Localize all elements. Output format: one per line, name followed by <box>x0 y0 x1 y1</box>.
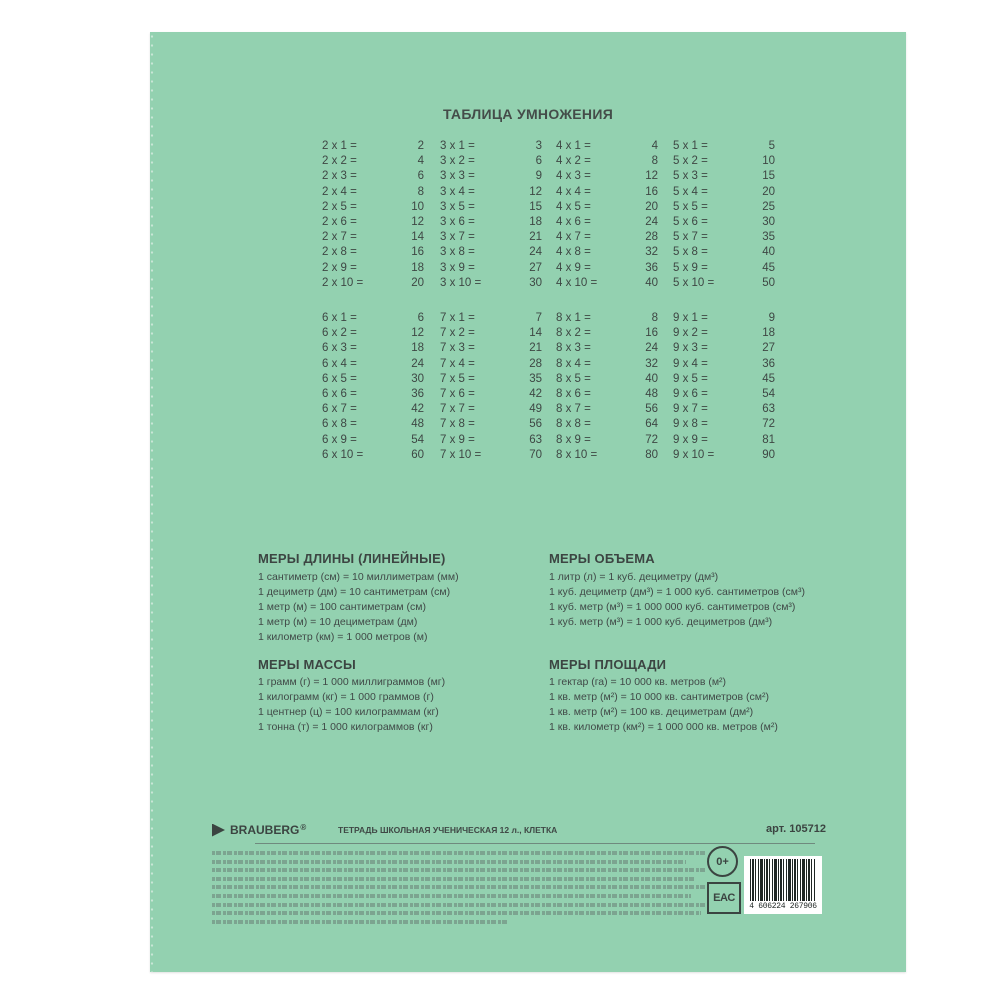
multiplication-row <box>673 154 778 169</box>
multiplication-expression: 8 x 10 = <box>556 448 598 461</box>
multiplication-result: 25 <box>762 200 775 213</box>
length-title: МЕРЫ ДЛИНЫ (ЛИНЕЙНЫЕ) <box>258 551 446 566</box>
multiplication-row <box>556 185 661 200</box>
length-item: 1 метр (м) = 10 дециметрам (дм) <box>258 616 418 628</box>
multiplication-expression: 4 x 6 = <box>556 215 591 228</box>
multiplication-expression: 4 x 9 = <box>556 261 591 274</box>
multiplication-expression: 7 x 3 = <box>440 342 475 355</box>
multiplication-expression: 3 x 5 = <box>440 200 475 213</box>
multiplication-expression: 2 x 7 = <box>322 231 357 244</box>
brand-triangle-icon <box>212 824 225 837</box>
multiplication-result: 40 <box>645 276 658 289</box>
multiplication-expression: 2 x 8 = <box>322 246 357 259</box>
length-list <box>258 570 459 645</box>
multiplication-row <box>556 245 661 260</box>
multiplication-result: 63 <box>762 403 775 416</box>
multiplication-expression: 9 x 10 = <box>673 448 715 461</box>
multiplication-expression: 3 x 2 = <box>440 155 475 168</box>
mass-list <box>258 675 445 735</box>
age-rating-badge <box>707 846 738 877</box>
multiplication-expression: 7 x 10 = <box>440 448 482 461</box>
registered-mark: ® <box>300 822 307 832</box>
length-item: 1 метр (м) = 100 сантиметрам (см) <box>258 601 427 613</box>
area-title: МЕРЫ ПЛОЩАДИ <box>549 657 667 672</box>
eac-icon <box>707 882 741 914</box>
multiplication-row <box>556 139 661 154</box>
multiplication-expression: 4 x 8 = <box>556 246 591 259</box>
multiplication-row <box>440 139 545 154</box>
multiplication-result: 10 <box>762 155 775 168</box>
multiplication-expression: 7 x 5 = <box>440 372 475 385</box>
multiplication-expression: 4 x 3 = <box>556 170 591 183</box>
multiplication-expression: 9 x 6 = <box>673 387 708 400</box>
multiplication-block <box>673 311 778 463</box>
multiplication-row <box>556 448 661 463</box>
multiplication-expression: 8 x 6 = <box>556 387 591 400</box>
multiplication-row <box>440 200 545 215</box>
area-item: 1 гектар (га) = 10 000 кв. метров (м²) <box>549 676 727 688</box>
multiplication-row <box>673 311 778 326</box>
multiplication-expression: 2 x 3 = <box>322 170 357 183</box>
multiplication-expression: 8 x 7 = <box>556 403 591 416</box>
multiplication-result: 80 <box>645 448 658 461</box>
multiplication-row <box>556 276 661 291</box>
multiplication-expression: 6 x 7 = <box>322 403 357 416</box>
multiplication-row <box>322 154 427 169</box>
multiplication-row <box>673 200 778 215</box>
multiplication-result: 27 <box>762 342 775 355</box>
area-item: 1 кв. километр (км²) = 1 000 000 кв. метров (м²) <box>549 721 778 733</box>
multiplication-expression: 2 x 1 = <box>322 140 357 152</box>
multiplication-expression: 7 x 8 = <box>440 418 475 431</box>
multiplication-expression: 2 x 5 = <box>322 200 357 213</box>
multiplication-result: 21 <box>529 342 542 355</box>
multiplication-row <box>673 357 778 372</box>
multiplication-result: 16 <box>645 185 658 198</box>
volume-item: 1 куб. дециметр (дм³) = 1 000 куб. сантиметров (см³) <box>549 586 805 598</box>
multiplication-result: 30 <box>529 276 542 289</box>
multiplication-expression: 3 x 1 = <box>440 140 475 152</box>
multiplication-row <box>440 245 545 260</box>
multiplication-row <box>556 311 661 326</box>
multiplication-row <box>322 215 427 230</box>
multiplication-expression: 4 x 7 = <box>556 231 591 244</box>
mass-item: 1 центнер (ц) = 100 килограммам (кг) <box>258 706 439 718</box>
multiplication-expression: 5 x 2 = <box>673 155 708 168</box>
brand-name: BRAUBERG <box>230 823 300 837</box>
multiplication-result: 50 <box>762 276 775 289</box>
multiplication-result: 9 <box>768 312 775 324</box>
multiplication-row <box>440 402 545 417</box>
volume-title: МЕРЫ ОБЪЕМА <box>549 551 655 566</box>
multiplication-expression: 4 x 5 = <box>556 200 591 213</box>
area-item: 1 кв. метр (м²) = 10 000 кв. сантиметров (см²) <box>549 691 769 703</box>
multiplication-row <box>673 417 778 432</box>
multiplication-row <box>673 261 778 276</box>
multiplication-row <box>440 169 545 184</box>
multiplication-row <box>673 215 778 230</box>
multiplication-expression: 3 x 4 = <box>440 185 475 198</box>
multiplication-result: 6 <box>417 312 424 324</box>
multiplication-expression: 6 x 3 = <box>322 342 357 355</box>
multiplication-result: 35 <box>529 372 542 385</box>
multiplication-result: 81 <box>762 433 775 446</box>
multiplication-row <box>322 261 427 276</box>
multiplication-result: 54 <box>411 433 424 446</box>
multiplication-row <box>322 326 427 341</box>
multiplication-expression: 9 x 4 = <box>673 357 708 370</box>
multiplication-row <box>440 341 545 356</box>
multiplication-result: 14 <box>529 327 542 340</box>
multiplication-expression: 3 x 10 = <box>440 276 482 289</box>
multiplication-row <box>322 245 427 260</box>
multiplication-result: 20 <box>645 200 658 213</box>
age-rating: 0+ <box>716 855 729 868</box>
multiplication-expression: 7 x 6 = <box>440 387 475 400</box>
multiplication-row <box>322 311 427 326</box>
multiplication-row <box>556 261 661 276</box>
multiplication-row <box>322 372 427 387</box>
multiplication-expression: 7 x 9 = <box>440 433 475 446</box>
multiplication-row <box>322 341 427 356</box>
multiplication-row <box>673 372 778 387</box>
multiplication-expression: 4 x 10 = <box>556 276 598 289</box>
multiplication-expression: 2 x 10 = <box>322 276 364 289</box>
multiplication-result: 56 <box>529 418 542 431</box>
multiplication-row <box>673 139 778 154</box>
multiplication-result: 6 <box>417 170 424 183</box>
multiplication-row <box>440 261 545 276</box>
multiplication-result: 36 <box>645 261 658 274</box>
multiplication-row <box>673 185 778 200</box>
volume-list <box>549 570 805 630</box>
multiplication-row <box>556 200 661 215</box>
multiplication-row <box>322 185 427 200</box>
fine-print-line <box>212 894 691 898</box>
multiplication-result: 36 <box>411 387 424 400</box>
multiplication-result: 3 <box>535 140 542 152</box>
multiplication-result: 12 <box>411 215 424 228</box>
multiplication-row <box>673 326 778 341</box>
multiplication-row <box>440 311 545 326</box>
multiplication-result: 70 <box>529 448 542 461</box>
volume-item: 1 куб. метр (м³) = 1 000 куб. дециметров (дм³) <box>549 616 773 628</box>
length-item: 1 сантиметр (см) = 10 миллиметрам (мм) <box>258 571 459 583</box>
barcode-bars <box>750 859 816 901</box>
multiplication-expression: 4 x 2 = <box>556 155 591 168</box>
multiplication-block <box>440 139 545 291</box>
multiplication-result: 21 <box>529 231 542 244</box>
multiplication-row <box>440 326 545 341</box>
multiplication-expression: 5 x 4 = <box>673 185 708 198</box>
multiplication-result: 90 <box>762 448 775 461</box>
multiplication-result: 9 <box>535 170 542 183</box>
multiplication-result: 63 <box>529 433 542 446</box>
multiplication-row <box>556 230 661 245</box>
multiplication-table-title: ТАБЛИЦА УМНОЖЕНИЯ <box>442 106 614 122</box>
multiplication-result: 7 <box>535 312 542 324</box>
area-list <box>549 675 778 735</box>
multiplication-block <box>440 311 545 463</box>
multiplication-result: 20 <box>411 276 424 289</box>
multiplication-result: 54 <box>762 387 775 400</box>
multiplication-expression: 9 x 1 = <box>673 312 708 324</box>
multiplication-row <box>440 154 545 169</box>
multiplication-row <box>440 448 545 463</box>
multiplication-result: 4 <box>417 155 424 168</box>
multiplication-row <box>673 387 778 402</box>
multiplication-row <box>673 402 778 417</box>
multiplication-expression: 8 x 2 = <box>556 327 591 340</box>
multiplication-result: 72 <box>762 418 775 431</box>
multiplication-result: 24 <box>645 215 658 228</box>
multiplication-expression: 5 x 5 = <box>673 200 708 213</box>
multiplication-row <box>440 230 545 245</box>
multiplication-result: 36 <box>762 357 775 370</box>
multiplication-row <box>556 215 661 230</box>
multiplication-result: 28 <box>529 357 542 370</box>
fine-print-line <box>212 868 706 872</box>
volume-item: 1 литр (л) = 1 куб. дециметру (дм³) <box>549 571 719 583</box>
multiplication-result: 48 <box>645 387 658 400</box>
multiplication-expression: 8 x 5 = <box>556 372 591 385</box>
mass-item: 1 килограмм (кг) = 1 000 граммов (г) <box>258 691 434 703</box>
multiplication-row <box>440 276 545 291</box>
multiplication-expression: 7 x 7 = <box>440 403 475 416</box>
multiplication-expression: 9 x 8 = <box>673 418 708 431</box>
multiplication-row <box>673 448 778 463</box>
multiplication-expression: 6 x 9 = <box>322 433 357 446</box>
multiplication-result: 5 <box>768 140 775 152</box>
multiplication-row <box>673 169 778 184</box>
multiplication-row <box>322 402 427 417</box>
multiplication-row <box>322 357 427 372</box>
multiplication-result: 30 <box>411 372 424 385</box>
length-item: 1 дециметр (дм) = 10 сантиметрам (см) <box>258 586 451 598</box>
multiplication-row <box>673 276 778 291</box>
multiplication-expression: 7 x 2 = <box>440 327 475 340</box>
multiplication-result: 8 <box>651 312 658 324</box>
multiplication-expression: 5 x 6 = <box>673 215 708 228</box>
multiplication-row <box>556 402 661 417</box>
product-name: ТЕТРАДЬ ШКОЛЬНАЯ УЧЕНИЧЕСКАЯ 12 л., КЛЕТКА <box>338 825 558 835</box>
multiplication-row <box>440 357 545 372</box>
multiplication-result: 60 <box>411 448 424 461</box>
mass-item: 1 грамм (г) = 1 000 миллиграммов (мг) <box>258 676 446 688</box>
multiplication-result: 6 <box>535 155 542 168</box>
area-item: 1 кв. метр (м²) = 100 кв. дециметрам (дм²) <box>549 706 754 718</box>
multiplication-row <box>673 341 778 356</box>
multiplication-row <box>556 357 661 372</box>
multiplication-expression: 6 x 6 = <box>322 387 357 400</box>
fine-print-line <box>212 851 706 855</box>
multiplication-expression: 5 x 8 = <box>673 246 708 259</box>
multiplication-expression: 2 x 6 = <box>322 215 357 228</box>
multiplication-result: 15 <box>762 170 775 183</box>
multiplication-expression: 6 x 5 = <box>322 372 357 385</box>
multiplication-row <box>322 169 427 184</box>
multiplication-row <box>322 276 427 291</box>
multiplication-block <box>556 139 661 291</box>
multiplication-result: 14 <box>411 231 424 244</box>
multiplication-result: 12 <box>645 170 658 183</box>
multiplication-expression: 6 x 8 = <box>322 418 357 431</box>
multiplication-result: 64 <box>645 418 658 431</box>
multiplication-expression: 8 x 9 = <box>556 433 591 446</box>
multiplication-result: 18 <box>762 327 775 340</box>
multiplication-expression: 3 x 9 = <box>440 261 475 274</box>
barcode <box>744 856 822 914</box>
multiplication-expression: 5 x 9 = <box>673 261 708 274</box>
multiplication-result: 12 <box>411 327 424 340</box>
multiplication-result: 16 <box>645 327 658 340</box>
multiplication-expression: 9 x 2 = <box>673 327 708 340</box>
multiplication-expression: 5 x 10 = <box>673 276 715 289</box>
multiplication-expression: 9 x 7 = <box>673 403 708 416</box>
fine-print-line <box>212 877 696 881</box>
multiplication-row <box>556 387 661 402</box>
multiplication-result: 24 <box>529 246 542 259</box>
multiplication-expression: 8 x 8 = <box>556 418 591 431</box>
multiplication-result: 72 <box>645 433 658 446</box>
multiplication-result: 18 <box>529 215 542 228</box>
multiplication-result: 15 <box>529 200 542 213</box>
multiplication-row <box>440 185 545 200</box>
multiplication-result: 12 <box>529 185 542 198</box>
multiplication-result: 16 <box>411 246 424 259</box>
fine-print-line <box>212 903 706 907</box>
multiplication-row <box>322 139 427 154</box>
multiplication-result: 20 <box>762 185 775 198</box>
multiplication-row <box>322 448 427 463</box>
multiplication-result: 35 <box>762 231 775 244</box>
multiplication-row <box>673 433 778 448</box>
multiplication-expression: 6 x 2 = <box>322 327 357 340</box>
multiplication-block <box>556 311 661 463</box>
volume-item: 1 куб. метр (м³) = 1 000 000 куб. сантиметров (см³) <box>549 601 796 613</box>
multiplication-expression: 8 x 1 = <box>556 312 591 324</box>
multiplication-row <box>556 372 661 387</box>
multiplication-expression: 7 x 1 = <box>440 312 475 324</box>
multiplication-block <box>673 139 778 291</box>
mass-item: 1 тонна (т) = 1 000 килограммов (кг) <box>258 721 433 733</box>
eac-label: EAC <box>713 892 735 904</box>
multiplication-expression: 4 x 4 = <box>556 185 591 198</box>
multiplication-result: 30 <box>762 215 775 228</box>
barcode-number: 4 606224 267906 <box>749 902 817 911</box>
multiplication-row <box>322 230 427 245</box>
multiplication-row <box>440 417 545 432</box>
multiplication-row <box>556 341 661 356</box>
multiplication-result: 10 <box>411 200 424 213</box>
multiplication-result: 48 <box>411 418 424 431</box>
multiplication-result: 27 <box>529 261 542 274</box>
mass-title: МЕРЫ МАССЫ <box>258 657 356 672</box>
multiplication-result: 49 <box>529 403 542 416</box>
multiplication-expression: 9 x 5 = <box>673 372 708 385</box>
multiplication-expression: 6 x 4 = <box>322 357 357 370</box>
multiplication-result: 18 <box>411 342 424 355</box>
multiplication-row <box>322 200 427 215</box>
multiplication-expression: 2 x 9 = <box>322 261 357 274</box>
multiplication-result: 32 <box>645 246 658 259</box>
multiplication-result: 8 <box>651 155 658 168</box>
multiplication-result: 45 <box>762 261 775 274</box>
multiplication-result: 42 <box>411 403 424 416</box>
multiplication-result: 24 <box>411 357 424 370</box>
multiplication-row <box>556 154 661 169</box>
footer-divider <box>255 843 815 844</box>
multiplication-expression: 7 x 4 = <box>440 357 475 370</box>
multiplication-expression: 5 x 7 = <box>673 231 708 244</box>
multiplication-result: 40 <box>645 372 658 385</box>
multiplication-result: 28 <box>645 231 658 244</box>
multiplication-result: 40 <box>762 246 775 259</box>
multiplication-expression: 9 x 9 = <box>673 433 708 446</box>
multiplication-expression: 3 x 3 = <box>440 170 475 183</box>
multiplication-row <box>440 372 545 387</box>
multiplication-result: 32 <box>645 357 658 370</box>
multiplication-row <box>322 417 427 432</box>
multiplication-result: 4 <box>651 140 658 152</box>
multiplication-result: 45 <box>762 372 775 385</box>
multiplication-row <box>556 433 661 448</box>
multiplication-expression: 2 x 4 = <box>322 185 357 198</box>
multiplication-expression: 3 x 8 = <box>440 246 475 259</box>
length-item: 1 километр (км) = 1 000 метров (м) <box>258 631 428 643</box>
multiplication-row <box>673 245 778 260</box>
spine-perforation <box>150 32 154 972</box>
multiplication-result: 2 <box>417 140 424 152</box>
article-number: арт. 105712 <box>766 823 826 835</box>
multiplication-expression: 6 x 1 = <box>322 312 357 324</box>
multiplication-expression: 2 x 2 = <box>322 155 357 168</box>
fine-print-line <box>212 911 701 915</box>
multiplication-expression: 4 x 1 = <box>556 140 591 152</box>
brand-logo <box>212 823 306 837</box>
multiplication-block <box>322 139 427 291</box>
multiplication-block <box>322 311 427 463</box>
multiplication-result: 42 <box>529 387 542 400</box>
multiplication-expression: 9 x 3 = <box>673 342 708 355</box>
multiplication-row <box>440 433 545 448</box>
multiplication-row <box>556 326 661 341</box>
multiplication-result: 56 <box>645 403 658 416</box>
multiplication-expression: 6 x 10 = <box>322 448 364 461</box>
multiplication-expression: 8 x 3 = <box>556 342 591 355</box>
multiplication-row <box>322 387 427 402</box>
multiplication-expression: 3 x 7 = <box>440 231 475 244</box>
fine-print-line <box>212 920 508 924</box>
fine-print-line <box>212 860 686 864</box>
multiplication-row <box>673 230 778 245</box>
fine-print-line <box>212 885 706 889</box>
multiplication-expression: 5 x 3 = <box>673 170 708 183</box>
multiplication-result: 18 <box>411 261 424 274</box>
multiplication-row <box>440 387 545 402</box>
multiplication-result: 24 <box>645 342 658 355</box>
multiplication-row <box>556 169 661 184</box>
multiplication-expression: 5 x 1 = <box>673 140 708 152</box>
multiplication-expression: 3 x 6 = <box>440 215 475 228</box>
fine-print <box>212 851 706 931</box>
multiplication-row <box>322 433 427 448</box>
multiplication-result: 8 <box>417 185 424 198</box>
multiplication-row <box>556 417 661 432</box>
multiplication-row <box>440 215 545 230</box>
multiplication-expression: 8 x 4 = <box>556 357 591 370</box>
